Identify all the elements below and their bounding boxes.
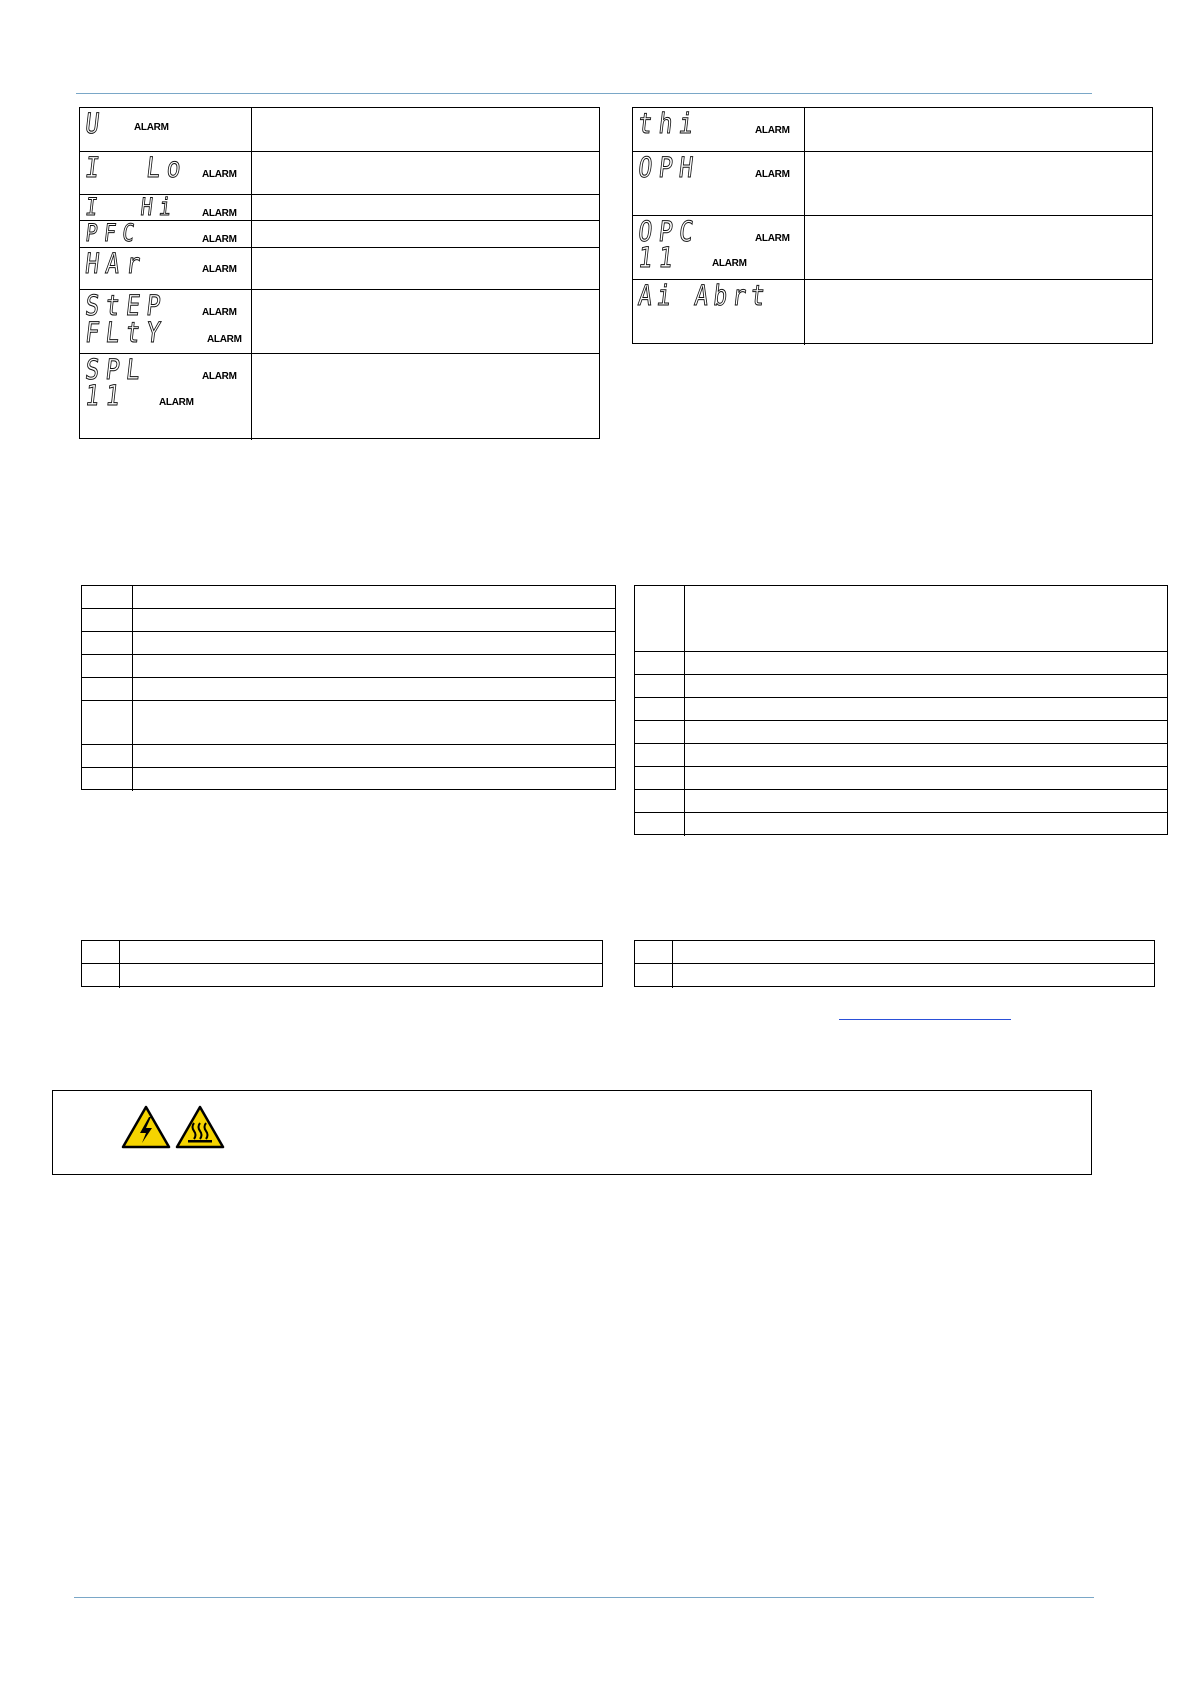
alarm-label: ALARM — [202, 371, 237, 382]
grid-table-right — [634, 585, 1168, 835]
table-row — [635, 964, 1154, 988]
display-code: OPC — [636, 215, 702, 248]
alarm-label: ALARM — [202, 169, 237, 180]
alarm-label: ALARM — [712, 258, 747, 269]
table-row — [635, 767, 1167, 790]
alarm-code-cell — [80, 248, 252, 289]
alarm-label: ALARM — [202, 208, 237, 219]
display-code: Ai Abrt — [636, 279, 772, 312]
table-row — [635, 813, 1167, 836]
index-cell — [82, 632, 133, 654]
display-code: I Hi — [84, 193, 180, 221]
alarm-description — [252, 354, 599, 440]
display-code: StEP — [83, 289, 169, 322]
alarm-label: ALARM — [755, 125, 790, 136]
display-code: FLtY — [83, 316, 169, 349]
index-cell — [635, 790, 685, 812]
alarm-code-cell — [633, 280, 805, 345]
alarm-label: ALARM — [202, 234, 237, 245]
alarm-row-opc — [633, 216, 1152, 280]
electric-shock-warning-icon — [121, 1105, 171, 1149]
table-row — [82, 964, 602, 988]
table-row — [82, 745, 615, 768]
index-cell — [635, 744, 685, 766]
alarm-code-cell — [633, 108, 805, 151]
display-code: HAr — [83, 247, 149, 280]
table-row — [635, 698, 1167, 721]
alarm-description — [252, 290, 599, 353]
alarm-label: ALARM — [755, 233, 790, 244]
index-cell — [635, 767, 685, 789]
alarm-row-thi — [633, 108, 1152, 152]
alarm-code-cell — [633, 152, 805, 215]
alarm-description — [805, 108, 1152, 151]
index-cell — [82, 964, 120, 988]
display-code: thi — [636, 107, 702, 140]
alarm-description — [805, 216, 1152, 279]
table-row — [82, 609, 615, 632]
table-row — [635, 721, 1167, 744]
table-row — [82, 655, 615, 678]
index-cell — [635, 698, 685, 720]
index-cell — [82, 586, 133, 608]
display-code: PFC — [84, 219, 143, 247]
index-cell — [82, 745, 133, 767]
table-row — [635, 790, 1167, 813]
display-code: 11 — [636, 241, 682, 274]
alarm-code-cell — [80, 354, 252, 440]
display-code: I Lo — [83, 151, 190, 184]
table-row — [635, 586, 1167, 652]
table-row — [82, 632, 615, 655]
alarm-row-har — [80, 248, 599, 290]
safety-warning-box — [52, 1090, 1092, 1175]
index-cell — [635, 652, 685, 674]
alarm-row-i-hi — [80, 195, 599, 221]
index-cell — [82, 768, 133, 791]
index-cell — [635, 964, 673, 988]
index-cell — [635, 813, 685, 836]
alarm-row-ai-abrt — [633, 280, 1152, 345]
alarm-description — [252, 195, 599, 220]
alarm-row-oph — [633, 152, 1152, 216]
index-cell — [635, 675, 685, 697]
alarm-code-cell — [80, 108, 252, 151]
alarm-description — [252, 221, 599, 247]
index-cell — [635, 941, 673, 963]
alarm-row-i-lo — [80, 152, 599, 195]
alarm-label: ALARM — [207, 334, 242, 345]
footer-rule — [74, 1597, 1094, 1598]
table-row — [635, 941, 1154, 964]
display-code: OPH — [636, 151, 702, 184]
table-row — [82, 768, 615, 791]
alarm-description — [252, 108, 599, 151]
hot-surface-warning-icon — [175, 1105, 225, 1149]
index-cell — [82, 655, 133, 677]
alarm-row-spl — [80, 354, 599, 440]
alarm-label: ALARM — [159, 397, 194, 408]
small-table-right — [634, 940, 1155, 987]
grid-table-left — [81, 585, 616, 790]
alarm-row-u — [80, 108, 599, 152]
alarm-description — [252, 248, 599, 289]
header-rule — [76, 93, 1092, 94]
alarm-description — [252, 152, 599, 194]
table-row — [635, 744, 1167, 767]
alarm-label: ALARM — [755, 169, 790, 180]
index-cell — [82, 678, 133, 700]
alarm-description — [805, 280, 1152, 345]
alarm-code-table-left — [79, 107, 600, 439]
alarm-row-pfc — [80, 221, 599, 248]
table-row — [635, 675, 1167, 698]
alarm-code-table-right — [632, 107, 1153, 344]
table-row — [82, 678, 615, 701]
table-row — [82, 701, 615, 745]
alarm-code-cell — [633, 216, 805, 279]
small-table-left — [81, 940, 603, 987]
index-cell — [82, 941, 120, 963]
alarm-code-cell — [80, 195, 252, 220]
table-row — [82, 941, 602, 964]
hyperlink-underline[interactable] — [839, 1019, 1011, 1020]
alarm-code-cell — [80, 152, 252, 194]
alarm-row-step-flty — [80, 290, 599, 354]
display-code: U — [83, 107, 108, 140]
display-code: SPL — [83, 353, 149, 386]
index-cell — [635, 586, 685, 651]
index-cell — [82, 609, 133, 631]
table-row — [635, 652, 1167, 675]
alarm-code-cell — [80, 221, 252, 247]
display-code: 11 — [83, 379, 129, 412]
alarm-label: ALARM — [134, 122, 169, 133]
alarm-description — [805, 152, 1152, 215]
alarm-label: ALARM — [202, 307, 237, 318]
index-cell — [635, 721, 685, 743]
alarm-label: ALARM — [202, 264, 237, 275]
table-row — [82, 586, 615, 609]
index-cell — [82, 701, 133, 744]
alarm-code-cell — [80, 290, 252, 353]
